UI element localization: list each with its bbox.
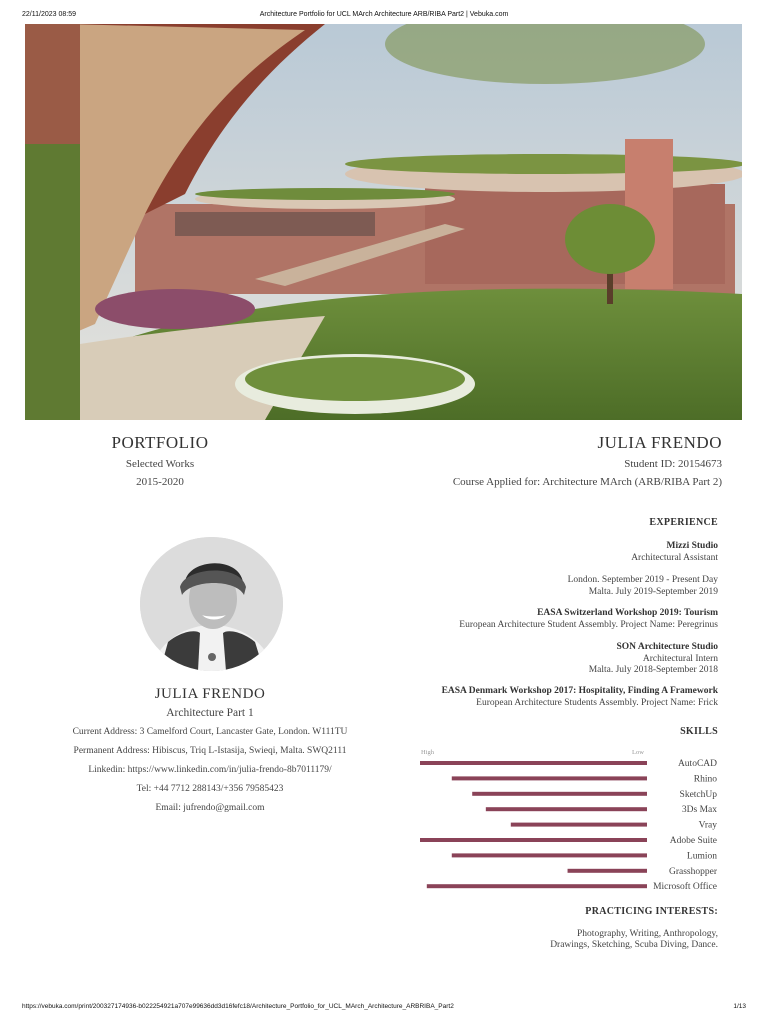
skill-bar [511, 823, 647, 827]
profile-name: JULIA FRENDO [154, 686, 266, 702]
experience-line: Architectural Assistant [631, 552, 718, 563]
skills-section [388, 726, 718, 738]
skill-bar [452, 853, 647, 857]
print-footer [0, 1003, 768, 1013]
architecture-render-image [25, 24, 742, 420]
portfolio-heading-block [90, 433, 230, 488]
skill-bar [427, 884, 647, 888]
skill-bar [420, 761, 647, 765]
telephone: Tel: +44 7712 288143/+356 79585423 [136, 784, 284, 794]
skill-label: Vray [698, 820, 717, 831]
skill-label: Grasshopper [668, 866, 717, 877]
skill-bar [568, 869, 647, 873]
experience-item-2 [388, 608, 718, 631]
page-count: 1/13 [733, 1003, 746, 1010]
experience-org: SON Architecture Studio [616, 642, 718, 652]
skill-label: Rhino [693, 774, 717, 785]
experience-org: Mizzi Studio [666, 541, 718, 551]
experience-line: Architectural Intern [642, 653, 718, 664]
experience-org: EASA Switzerland Workshop 2019: Tourism [537, 608, 718, 618]
skill-label: SketchUp [679, 789, 717, 800]
profile-role: Architecture Part 1 [166, 707, 254, 719]
experience-item-4 [388, 686, 718, 709]
student-id: Student ID: 20154673 [624, 458, 722, 470]
print-url: https://vebuka.com/print/200327174936-b022254921a707e99636dd3d16fefc18/Architecture_Portfolio_for_UCL_MArch_Architecture_ARBRIBA_Part2 [22, 1003, 454, 1010]
skill-bar [420, 838, 647, 842]
course-applied: Course Applied for: Architecture MArch (ARB/RIBA Part 2) [452, 476, 722, 488]
applicant-name: JULIA FRENDO [597, 433, 722, 452]
skill-bar [486, 807, 647, 811]
skill-label: Lumion [686, 851, 717, 862]
interests-line: Photography, Writing, Anthropology, [577, 928, 718, 939]
print-datetime: 22/11/2023 08:59 [22, 11, 76, 18]
experience-line: Malta. July 2019-September 2019 [588, 586, 718, 597]
current-address: Current Address: 3 Camelford Court, Lancaster Gate, London. W111TU [72, 727, 348, 737]
print-header [0, 11, 768, 21]
skill-label: AutoCAD [677, 759, 717, 769]
experience-title: EXPERIENCE [649, 517, 718, 528]
skill-label: 3Ds Max [681, 805, 717, 816]
interests-section [388, 906, 718, 952]
interests-line: Drawings, Sketching, Scuba Diving, Dance. [550, 940, 718, 950]
skill-bar [472, 792, 647, 796]
linkedin-link[interactable]: Linkedin: https://www.linkedin.com/in/julia-frendo-8b7011179/ [88, 765, 332, 775]
skill-label: Adobe Suite [669, 836, 717, 846]
experience-item-3 [388, 642, 718, 677]
avatar [140, 537, 283, 671]
experience-line: London. September 2019 - Present Day [567, 575, 718, 585]
skills-chart [420, 748, 720, 896]
print-title: Architecture Portfolio for UCL MArch Architecture ARB/RIBA Part2 | Vebuka.com [259, 11, 509, 18]
experience-line: European Architecture Students Assembly. Project Name: Frick [476, 697, 718, 708]
portfolio-years: 2015-2020 [136, 476, 184, 488]
portfolio-subtitle: Selected Works [125, 458, 195, 470]
portrait-photo [140, 537, 283, 671]
skill-label: Microsoft Office [653, 882, 717, 893]
portfolio-title: PORTFOLIO [111, 433, 209, 452]
permanent-address: Permanent Address: Hibiscus, Triq L-Istasija, Swieqi, Malta. SWQ2111 [73, 746, 347, 756]
skills-title: SKILLS [680, 726, 718, 737]
experience-line: European Architecture Student Assembly. Project Name: Peregrinus [459, 619, 718, 630]
profile-block [40, 686, 380, 814]
experience-section [388, 517, 718, 529]
experience-org: EASA Denmark Workshop 2017: Hospitality, Finding A Framework [441, 686, 718, 696]
skills-high-label: High [421, 749, 434, 756]
experience-item-1 [388, 541, 718, 598]
skills-low-label: Low [632, 749, 644, 756]
email-link[interactable]: Email: jufrendo@gmail.com [155, 803, 265, 813]
hero-image [25, 24, 742, 420]
experience-line: Malta. July 2018-September 2018 [588, 665, 718, 675]
applicant-header-block [302, 433, 722, 488]
skill-bar [452, 776, 647, 780]
interests-title: PRACTICING INTERESTS: [585, 906, 718, 917]
